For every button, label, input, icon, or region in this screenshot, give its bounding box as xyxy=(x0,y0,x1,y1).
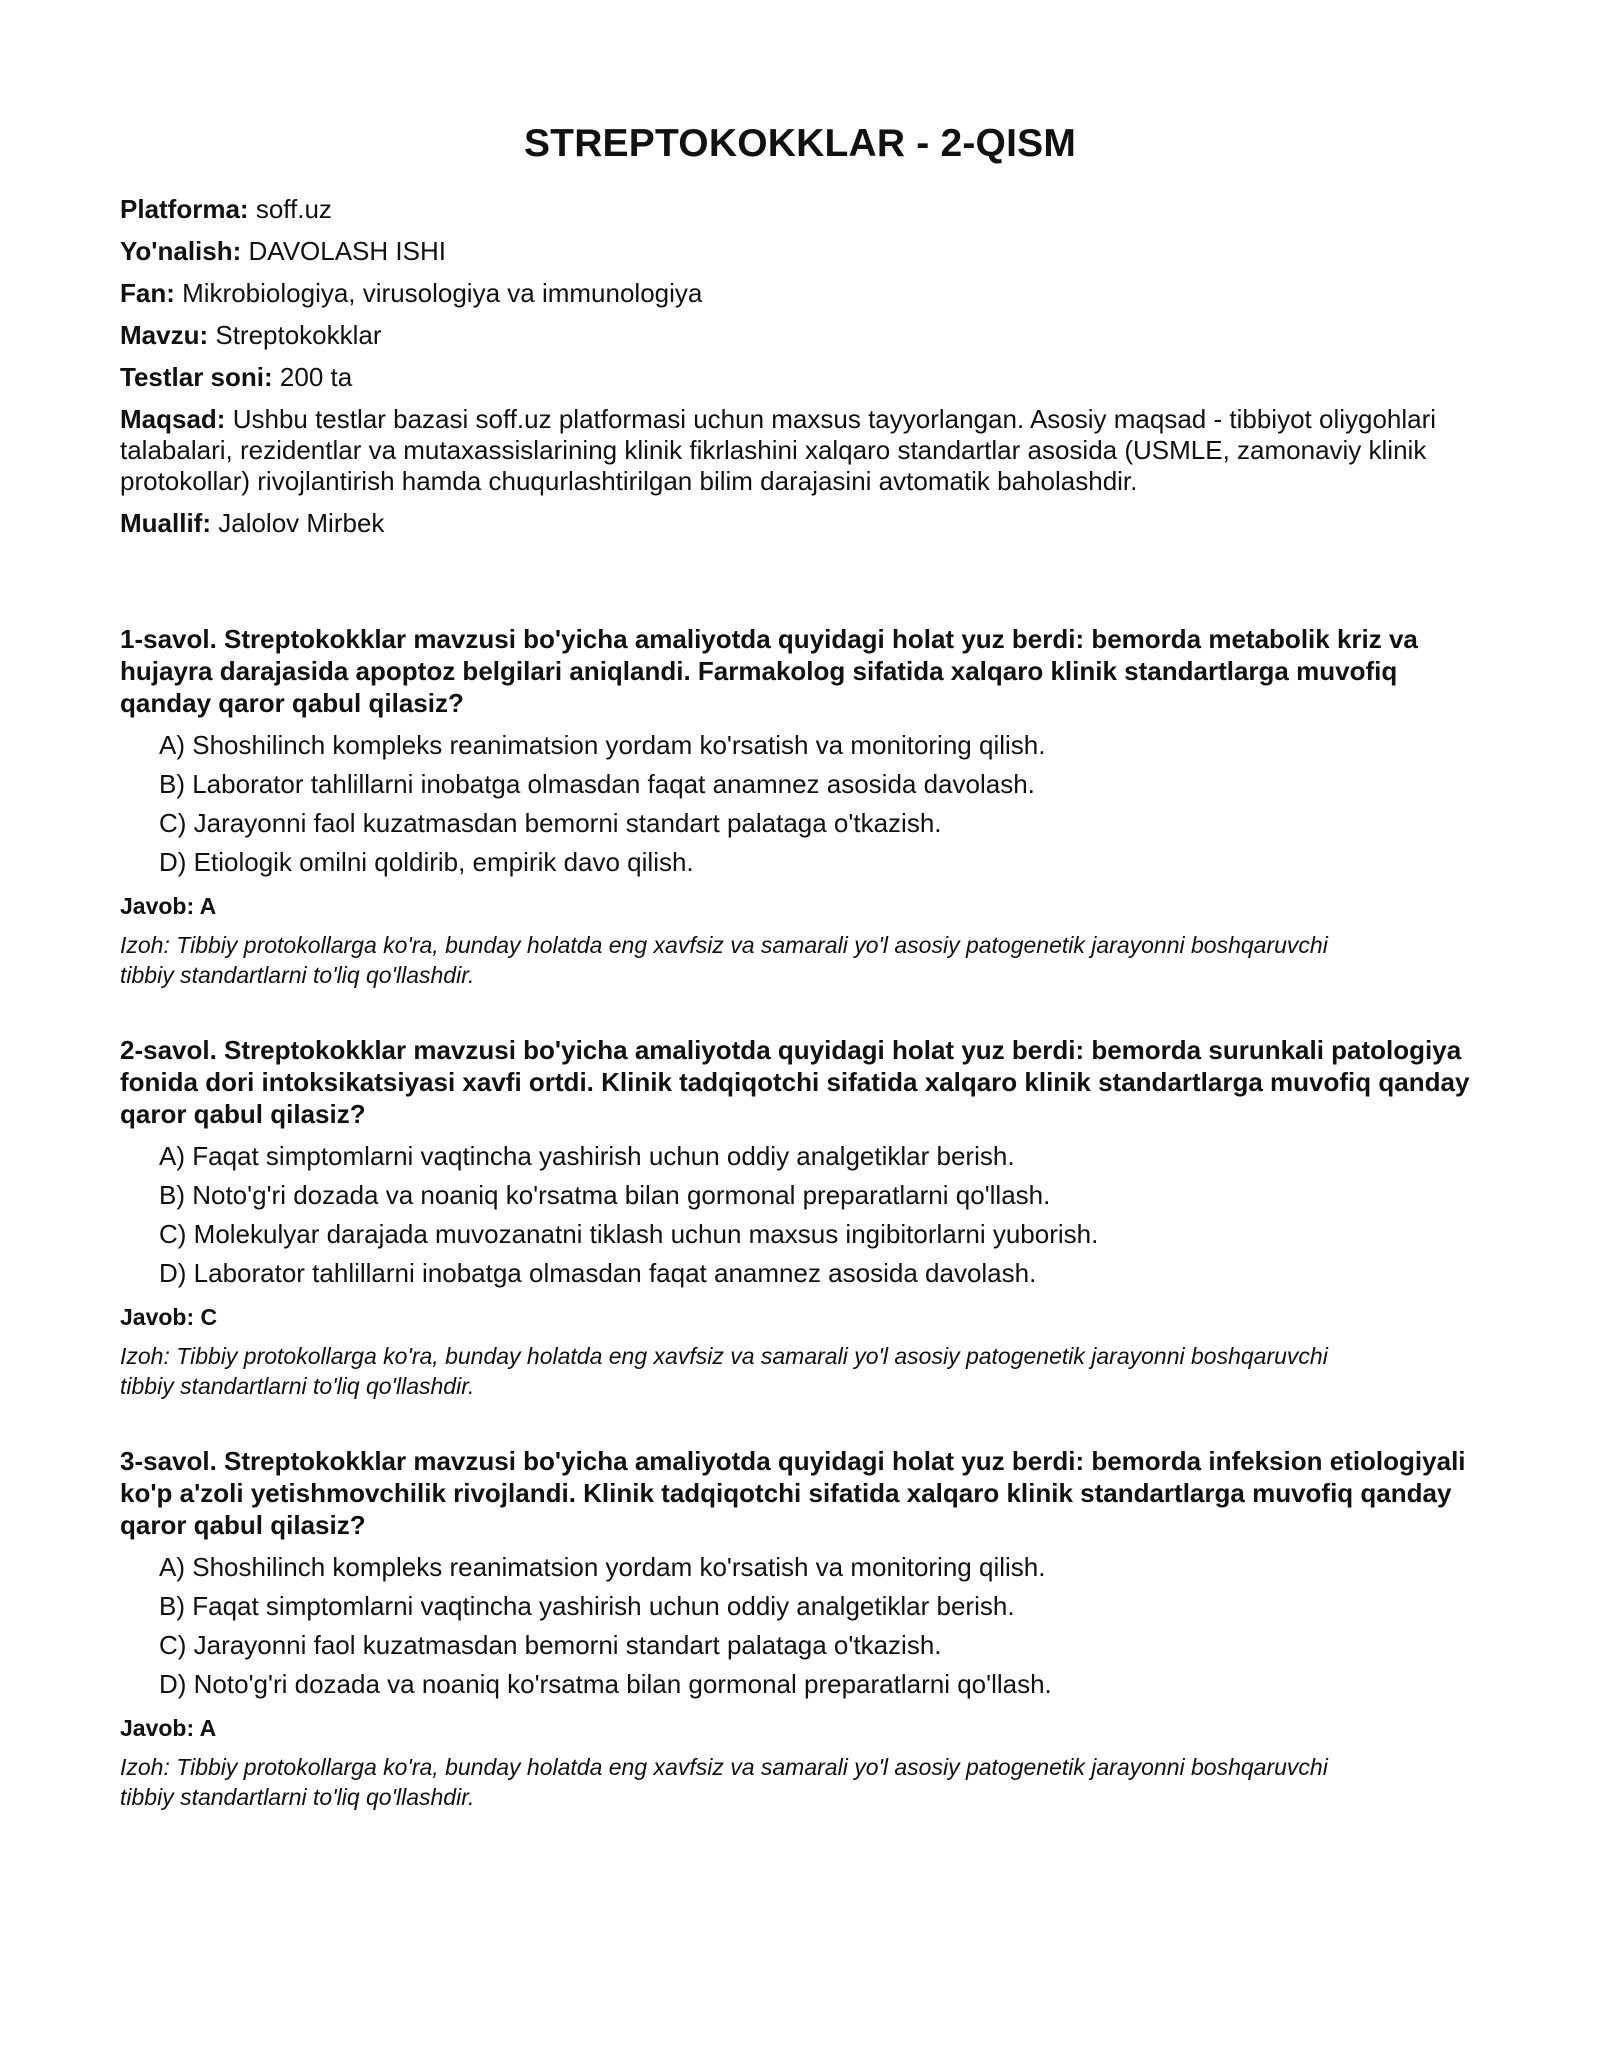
page-title: STREPTOKOKKLAR - 2-QISM xyxy=(523,122,1077,165)
meta-value: DAVOLASH ISHI xyxy=(248,236,446,266)
meta-key: Yo'nalish: xyxy=(120,236,242,266)
meta-key: Mavzu: xyxy=(120,320,209,350)
question-text: 2-savol. Streptokokklar mavzusi bo'yicha amaliyotda quyidagi holat yuz berdi: bemorda surunkali patologiya fonida dori intoksikatsiyasi xavfi ortdi. Klinik tadqiqotchi sifatida xalqaro klinik standartlarga muvofiq qanday qaror qabul qilasiz? xyxy=(120,1035,1470,1129)
meta-author xyxy=(120,508,1480,539)
meta-value: Mikrobiologiya, virusologiya va immunologiya xyxy=(182,278,703,308)
meta-subject xyxy=(120,278,1480,309)
answer-option: D) Noto'g'ri dozada va noaniq ko'rsatma bilan gormonal preparatlarni qo'llash. xyxy=(159,1669,1052,1699)
meta-key: Fan: xyxy=(120,278,175,308)
answer-option: B) Faqat simptomlarni vaqtincha yashirish uchun oddiy analgetiklar berish. xyxy=(159,1591,1015,1621)
meta-test-count xyxy=(120,362,1480,393)
answer-option: A) Shoshilinch kompleks reanimatsion yordam ko'rsatish va monitoring qilish. xyxy=(159,730,1046,760)
document-metadata xyxy=(120,194,1480,539)
answer-options xyxy=(120,730,1480,877)
question-text: 3-savol. Streptokokklar mavzusi bo'yicha amaliyotda quyidagi holat yuz berdi: bemorda infeksion etiologiyali ko'p a'zoli yetishmovchilik rivojlandi. Klinik tadqiqotchi sifatida xalqaro klinik standartlarga muvofiq qanday qaror qabul qilasiz? xyxy=(120,1446,1466,1540)
answer-option: A) Faqat simptomlarni vaqtincha yashirish uchun oddiy analgetiklar berish. xyxy=(159,1141,1015,1171)
meta-key: Maqsad: xyxy=(120,404,226,434)
answer-option: C) Jarayonni faol kuzatmasdan bemorni standart palataga o'tkazish. xyxy=(159,808,942,838)
meta-goal xyxy=(120,404,1480,497)
meta-value: Streptokokklar xyxy=(215,320,382,350)
meta-value: soff.uz xyxy=(255,194,332,224)
meta-direction xyxy=(120,236,1480,267)
answer-option: A) Shoshilinch kompleks reanimatsion yordam ko'rsatish va monitoring qilish. xyxy=(159,1552,1046,1582)
question-text: 1-savol. Streptokokklar mavzusi bo'yicha amaliyotda quyidagi holat yuz berdi: bemorda metabolik kriz va hujayra darajasida apoptoz belgilari aniqlandi. Farmakolog sifatida xalqaro klinik standartlarga muvofiq qanday qaror qabul qilasiz? xyxy=(120,624,1418,718)
answer-options xyxy=(120,1141,1480,1288)
question-list xyxy=(120,623,1480,1812)
meta-topic xyxy=(120,320,1480,351)
meta-value: 200 ta xyxy=(279,362,353,392)
meta-key: Testlar soni: xyxy=(120,362,273,392)
correct-answer: Javob: A xyxy=(120,1715,217,1741)
meta-value: Ushbu testlar bazasi soff.uz platformasi uchun maxsus tayyorlangan. Asosiy maqsad - tibbiyot oliygohlari talabalari, rezidentlar va mutaxassislarining klinik fikrlashini xalqaro standartlar asosida (USMLE, zamonaviy klinik protokollar) rivojlantirish hamda chuqurlashtirilgan bilim darajasini avtomatik baholashdir. xyxy=(120,404,1437,496)
meta-key: Platforma: xyxy=(120,194,249,224)
question-item xyxy=(120,1445,1480,1812)
correct-answer: Javob: C xyxy=(120,1304,218,1330)
answer-option: C) Jarayonni faol kuzatmasdan bemorni standart palataga o'tkazish. xyxy=(159,1630,942,1660)
answer-explanation: Izoh: Tibbiy protokollarga ko'ra, bunday holatda eng xavfsiz va samarali yo'l asosiy patogenetik jarayonni boshqaruvchi tibbiy standartlarni to'liq qo'llashdir. xyxy=(120,1754,1328,1810)
answer-option: D) Etiologik omilni qoldirib, empirik davo qilish. xyxy=(159,847,694,877)
answer-explanation: Izoh: Tibbiy protokollarga ko'ra, bunday holatda eng xavfsiz va samarali yo'l asosiy patogenetik jarayonni boshqaruvchi tibbiy standartlarni to'liq qo'llashdir. xyxy=(120,932,1328,988)
answer-option: D) Laborator tahlillarni inobatga olmasdan faqat anamnez asosida davolash. xyxy=(159,1258,1037,1288)
correct-answer: Javob: A xyxy=(120,893,217,919)
answer-options xyxy=(120,1552,1480,1699)
question-item xyxy=(120,1034,1480,1401)
meta-platform xyxy=(120,194,1480,225)
meta-value: Jalolov Mirbek xyxy=(218,508,385,538)
answer-option: C) Molekulyar darajada muvozanatni tiklash uchun maxsus ingibitorlarni yuborish. xyxy=(159,1219,1099,1249)
answer-option: B) Noto'g'ri dozada va noaniq ko'rsatma bilan gormonal preparatlarni qo'llash. xyxy=(159,1180,1051,1210)
answer-explanation: Izoh: Tibbiy protokollarga ko'ra, bunday holatda eng xavfsiz va samarali yo'l asosiy patogenetik jarayonni boshqaruvchi tibbiy standartlarni to'liq qo'llashdir. xyxy=(120,1343,1328,1399)
answer-option: B) Laborator tahlillarni inobatga olmasdan faqat anamnez asosida davolash. xyxy=(159,769,1035,799)
question-item xyxy=(120,623,1480,990)
meta-key: Muallif: xyxy=(120,508,211,538)
